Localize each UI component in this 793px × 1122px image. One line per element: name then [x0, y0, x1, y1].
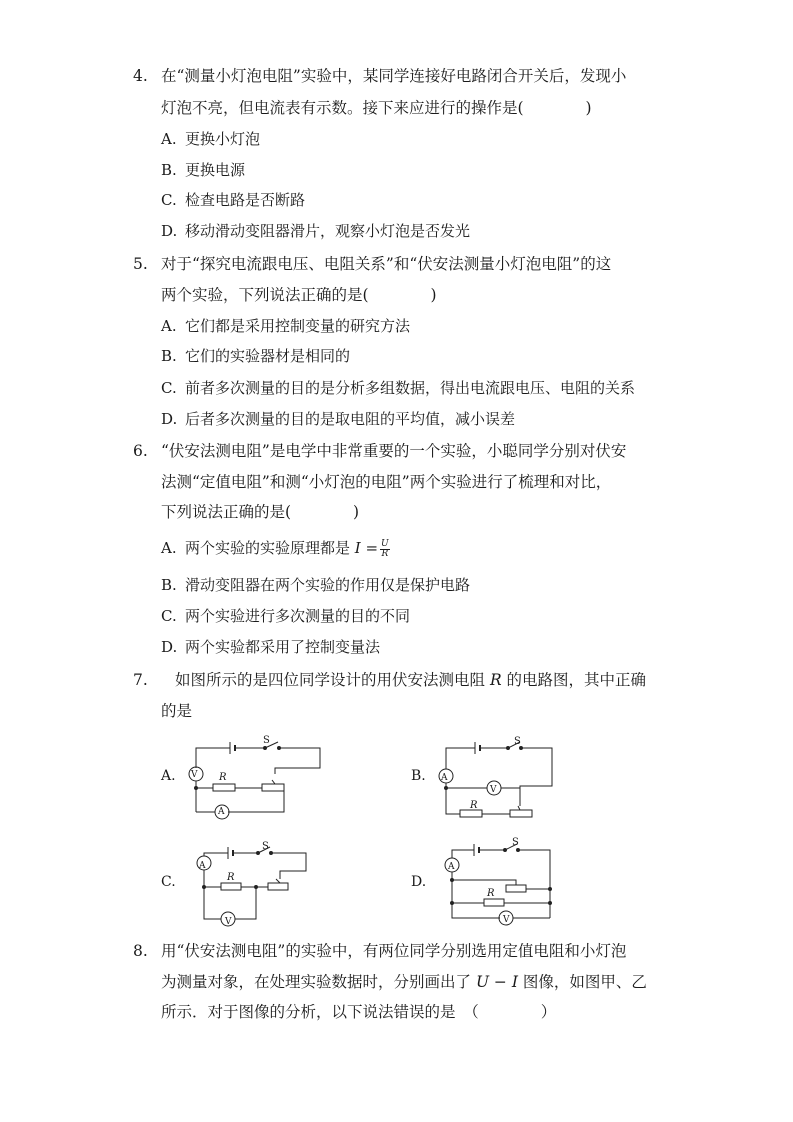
circuit-a-diagram — [180, 736, 330, 824]
q4-stem-line1: 在“测量小灯泡电阻”实验中，某同学连接好电路闭合开关后，发现小 — [161, 67, 627, 85]
circuit-a-switch: S — [263, 735, 270, 746]
q6-option-d: D. 两个实验都采用了控制变量法 — [161, 638, 381, 656]
q5-option-a: A. 它们都是采用控制变量的研究方法 — [161, 317, 411, 335]
circuit-b-diagram — [430, 736, 560, 821]
circuit-d-switch: S — [512, 837, 519, 848]
q5-stem-line1: 对于“探究电流跟电压、电阻关系”和“伏安法测量小灯泡电阻”的这 — [161, 255, 612, 273]
circuit-b-label: B. — [411, 768, 426, 784]
q7-stem-line1: 如图所示的是四位同学设计的用伏安法测电阻 R 的电路图，其中正确 — [175, 671, 647, 689]
circuit-d-diagram — [440, 838, 560, 928]
q5-option-c: C. 前者多次测量的目的是分析多组数据，得出电流跟电压、电阻的关系 — [161, 379, 636, 397]
q5-option-d: D. 后者多次测量的目的是取电阻的平均值，减小误差 — [161, 410, 516, 428]
q6-option-a: A. 两个实验的实验原理都是 I = $\frac{U}{R}$ — [161, 538, 389, 559]
q5-option-b: B. 它们的实验器材是相同的 — [161, 347, 351, 365]
q4-option-a: A. 更换小灯泡 — [161, 130, 261, 148]
circuit-b-meter2: V — [490, 785, 497, 795]
q8-stem-line3: 所示．对于图像的分析，以下说法错误的是 （ ） — [161, 1003, 557, 1021]
q7-number: 7. — [133, 671, 148, 689]
circuit-b-resistor: R — [470, 800, 478, 811]
q6-option-b: B. 滑动变阻器在两个实验的作用仅是保护电路 — [161, 576, 471, 594]
circuit-d-meter2: V — [503, 915, 510, 925]
q6-stem-line2: 法测“定值电阻”和测“小灯泡的电阻”两个实验进行了梳理和对比， — [161, 473, 612, 491]
q6-stem-line1: “伏安法测电阻”是电学中非常重要的一个实验，小聪同学分别对伏安 — [161, 442, 627, 460]
q8-number: 8. — [133, 942, 148, 960]
q6-option-c: C. 两个实验进行多次测量的目的不同 — [161, 607, 411, 625]
circuit-c-switch: S — [262, 841, 269, 852]
circuit-d-meter1: A — [448, 862, 455, 872]
q8-stem-line1: 用“伏安法测电阻”的实验中，有两位同学分别选用定值电阻和小灯泡 — [161, 942, 627, 960]
q6-stem-line3: 下列说法正确的是( ) — [161, 503, 360, 521]
q4-option-b: B. 更换电源 — [161, 161, 246, 179]
circuit-b-meter1: A — [441, 773, 448, 783]
q8-stem-line2: 为测量对象，在处理实验数据时，分别画出了 U − I 图像，如图甲、乙 — [161, 973, 647, 991]
circuit-d-label: D. — [411, 874, 427, 890]
q4-number: 4. — [133, 67, 148, 85]
circuit-c-meter2: V — [225, 917, 232, 927]
circuit-a-resistor: R — [219, 772, 227, 783]
circuit-d-resistor: R — [487, 888, 495, 899]
circuit-a-label: A. — [161, 768, 176, 784]
circuit-b-switch: S — [514, 736, 521, 747]
q4-stem-line2: 灯泡不亮，但电流表有示数。接下来应进行的操作是( ) — [161, 99, 592, 117]
formula-fraction: $\frac{U}{R}$ — [381, 538, 389, 559]
circuit-c-resistor: R — [227, 872, 235, 883]
circuit-a-meter2: A — [218, 807, 225, 817]
circuit-c-label: C. — [161, 874, 176, 890]
circuit-c-diagram — [188, 843, 318, 928]
q7-stem-line2: 的是 — [161, 702, 193, 720]
formula-lhs: I = — [354, 539, 379, 557]
q6-number: 6. — [133, 442, 148, 460]
circuit-a-meter1: V — [191, 770, 198, 780]
circuit-c-meter1: A — [199, 861, 206, 871]
q5-stem-line2: 两个实验，下列说法正确的是( ) — [161, 286, 437, 304]
q4-option-d: D. 移动滑动变阻器滑片，观察小灯泡是否发光 — [161, 222, 471, 240]
q4-option-c: C. 检查电路是否断路 — [161, 191, 306, 209]
q5-number: 5. — [133, 255, 148, 273]
